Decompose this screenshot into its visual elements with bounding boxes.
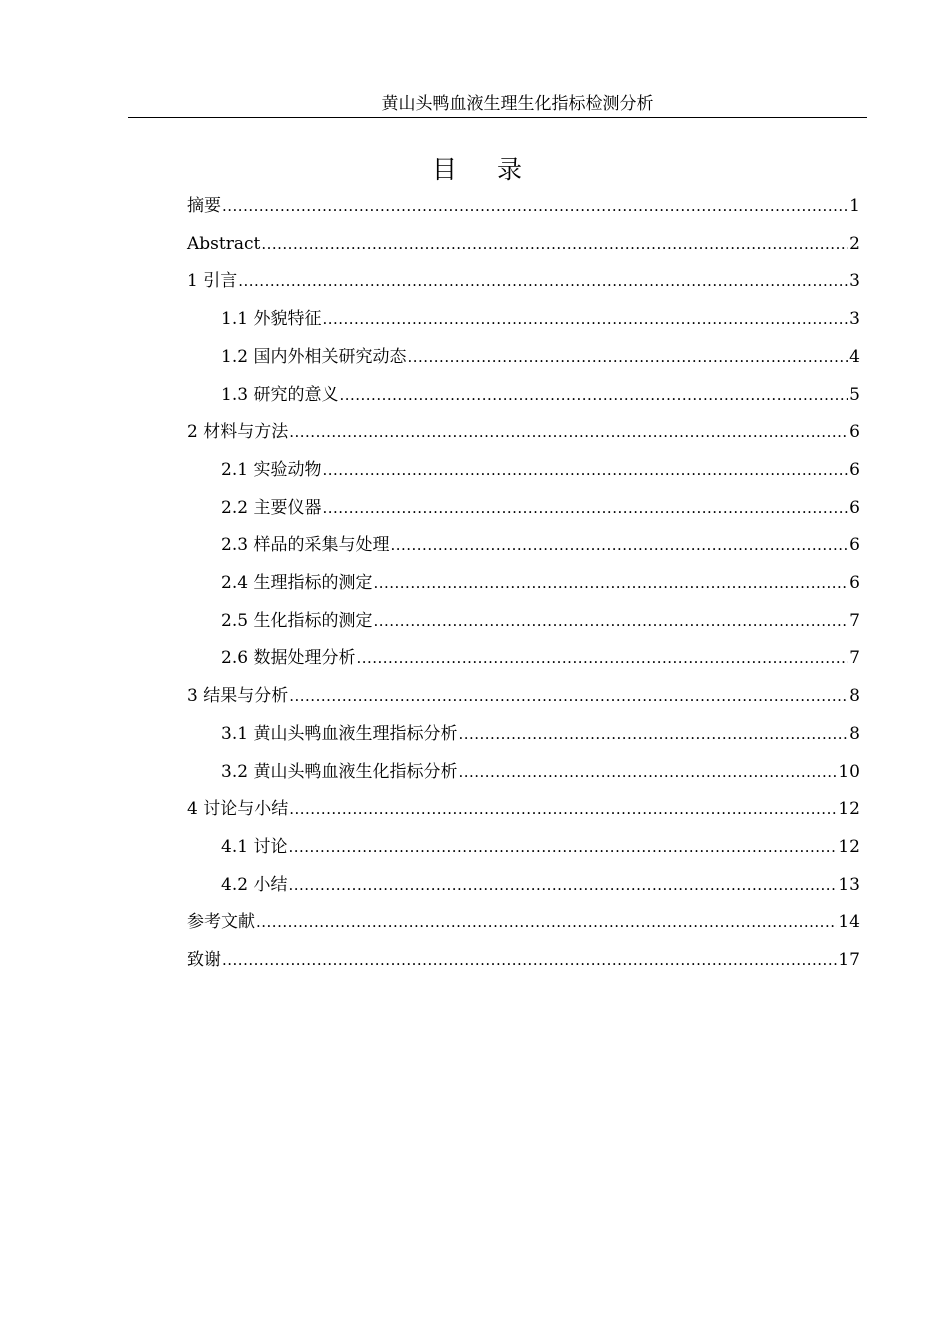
toc-entry[interactable] bbox=[187, 190, 860, 222]
toc-leader-dots bbox=[458, 718, 848, 750]
toc-entry-page: 6 bbox=[849, 535, 860, 556]
toc-leader-dots bbox=[373, 567, 848, 599]
toc-leader-dots bbox=[288, 831, 837, 863]
toc-entry-page: 3 bbox=[849, 271, 860, 292]
toc-entry-page: 4 bbox=[849, 346, 860, 367]
toc-entry[interactable] bbox=[187, 416, 860, 448]
toc-leader-dots bbox=[289, 793, 837, 825]
toc-entry-text: 致谢 bbox=[187, 950, 221, 970]
toc-leader-dots bbox=[322, 303, 848, 335]
toc-entry-page: 13 bbox=[838, 874, 860, 895]
toc-entry-page: 7 bbox=[849, 610, 860, 631]
toc-entry-text: 2.5 生化指标的测定 bbox=[221, 610, 373, 631]
toc-entry-page: 7 bbox=[849, 648, 860, 669]
toc-leader-dots bbox=[322, 492, 848, 524]
toc-entry-text: 2.1 实验动物 bbox=[221, 459, 322, 480]
toc-entry[interactable] bbox=[221, 642, 860, 674]
toc-leader-dots bbox=[339, 379, 848, 411]
toc-entry-text: 2 材料与方法 bbox=[187, 422, 289, 443]
toc-entry[interactable] bbox=[221, 869, 860, 901]
page-header bbox=[128, 91, 867, 118]
toc-entry-text: 3.2 黄山头鸭血液生化指标分析 bbox=[221, 761, 458, 782]
toc-entry-text: 2.6 数据处理分析 bbox=[221, 648, 356, 669]
toc-entry-page: 6 bbox=[849, 573, 860, 593]
toc-leader-dots bbox=[256, 906, 837, 938]
toc-title: 目录 bbox=[431, 155, 562, 184]
toc-leader-dots bbox=[373, 605, 848, 637]
toc-entry[interactable] bbox=[221, 567, 860, 599]
toc-entry[interactable] bbox=[221, 529, 860, 561]
toc-leader-dots bbox=[261, 228, 848, 260]
toc-entry[interactable] bbox=[187, 228, 860, 260]
toc-entry-text: 参考文献 bbox=[187, 912, 255, 933]
toc-leader-dots bbox=[222, 190, 848, 222]
toc-entry-page: 6 bbox=[849, 497, 860, 518]
toc-entry[interactable] bbox=[221, 605, 860, 637]
toc-entry-page: 10 bbox=[838, 761, 860, 782]
toc-leader-dots bbox=[289, 680, 848, 712]
toc-entry-page: 8 bbox=[849, 723, 860, 744]
toc-entry[interactable] bbox=[187, 680, 860, 712]
toc-entry[interactable] bbox=[221, 303, 860, 335]
toc-entry[interactable] bbox=[221, 341, 860, 373]
toc-leader-dots bbox=[356, 642, 848, 674]
toc-entry[interactable] bbox=[221, 454, 860, 486]
toc-entry-page: 5 bbox=[849, 384, 860, 405]
toc-entry-page: 12 bbox=[838, 799, 860, 820]
toc-entry[interactable] bbox=[187, 793, 860, 825]
toc-leader-dots bbox=[407, 341, 848, 373]
toc-entry-text: 摘要 bbox=[187, 196, 221, 216]
toc-leader-dots bbox=[322, 454, 848, 486]
toc-entry-page: 3 bbox=[849, 309, 860, 330]
toc-entry-text: 2.4 生理指标的测定 bbox=[221, 573, 373, 593]
toc-entry[interactable] bbox=[187, 265, 860, 297]
toc-entry-page: 17 bbox=[838, 950, 860, 970]
toc-entry[interactable] bbox=[221, 492, 860, 524]
toc-entry[interactable] bbox=[221, 756, 860, 788]
toc-entry-page: 8 bbox=[849, 686, 860, 707]
toc-entry-page: 6 bbox=[849, 422, 860, 443]
toc-entry-text: 1 引言 bbox=[187, 271, 238, 292]
toc-entry-text: 2.2 主要仪器 bbox=[221, 497, 322, 518]
toc-leader-dots bbox=[238, 265, 848, 297]
toc-entry-text: Abstract bbox=[187, 233, 261, 254]
toc-leader-dots bbox=[288, 869, 837, 901]
toc-entry-text: 4.2 小结 bbox=[221, 874, 288, 895]
toc-entry-page: 2 bbox=[849, 233, 860, 254]
toc-entry-text: 3.1 黄山头鸭血液生理指标分析 bbox=[221, 723, 458, 744]
toc-entry-text: 4.1 讨论 bbox=[221, 836, 288, 857]
toc-entry-text: 1.1 外貌特征 bbox=[221, 309, 322, 330]
toc-entry-page: 1 bbox=[849, 196, 860, 216]
toc-leader-dots bbox=[289, 416, 848, 448]
toc-entry-page: 14 bbox=[838, 912, 860, 933]
toc-entry[interactable] bbox=[187, 944, 860, 976]
toc-leader-dots bbox=[458, 756, 837, 788]
toc-entry-text: 1.2 国内外相关研究动态 bbox=[221, 346, 407, 367]
toc-entry[interactable] bbox=[221, 718, 860, 750]
toc-entry[interactable] bbox=[187, 906, 860, 938]
toc-entry-text: 3 结果与分析 bbox=[187, 686, 289, 707]
toc-entry-page: 12 bbox=[838, 836, 860, 857]
toc-leader-dots bbox=[390, 529, 848, 561]
toc-leader-dots bbox=[222, 944, 837, 976]
header-title: 黄山头鸭血液生理生化指标检测分析 bbox=[381, 94, 654, 114]
toc-entry-text: 4 讨论与小结 bbox=[187, 799, 289, 820]
toc-entry-text: 1.3 研究的意义 bbox=[221, 384, 339, 405]
toc-entry-page: 6 bbox=[849, 459, 860, 480]
toc-entry[interactable] bbox=[221, 831, 860, 863]
toc-entry-text: 2.3 样品的采集与处理 bbox=[221, 535, 390, 556]
toc-entry[interactable] bbox=[221, 379, 860, 411]
